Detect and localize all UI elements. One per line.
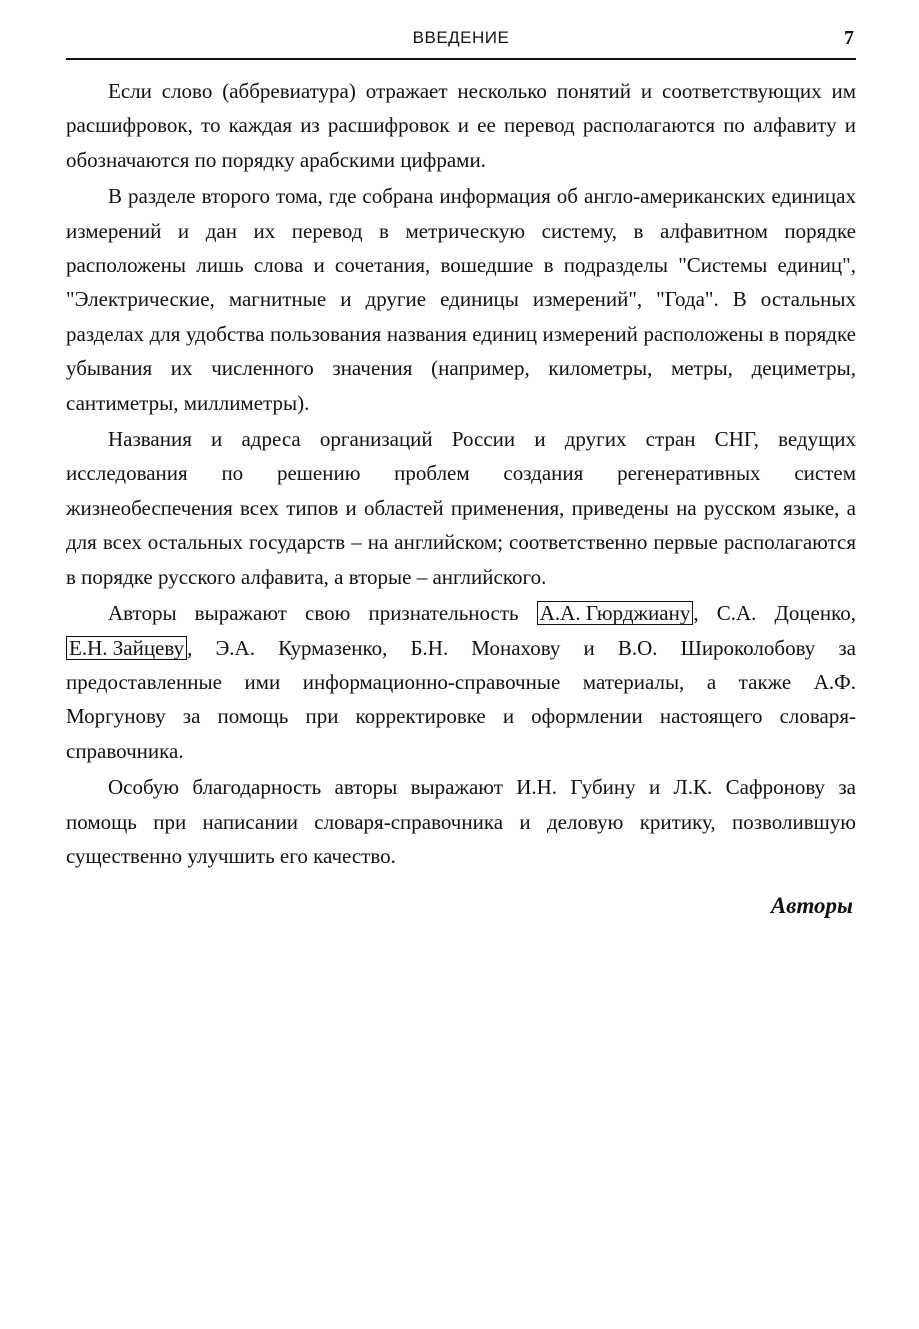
paragraph-4-intro: Авторы выражают свою признательность	[108, 601, 537, 626]
chapter-title: ВВЕДЕНИЕ	[412, 28, 510, 47]
boxed-name-gyurdzhian: А.А. Гюрджиану	[537, 601, 694, 625]
authors-signature: Авторы	[770, 893, 853, 918]
running-header	[66, 24, 856, 60]
paragraph-4	[66, 596, 856, 768]
paragraph-5: Особую благодарность авторы выражают И.Н. Губину и Л.К. Сафронову за помощь при написании словаря-справочника и деловую критику, позволившую существенно улучшить его качество.	[66, 775, 856, 868]
page-number: 7	[844, 27, 854, 49]
body-text	[66, 74, 856, 875]
paragraph-1: Если слово (аббревиатура) отражает несколько понятий и соответствующих им расшифровок, то каждая из расшифровок и ее перевод располагаются по алфавиту и обозначаются по порядку арабскими цифрами.	[66, 79, 856, 172]
paragraph-2: В разделе второго тома, где собрана информация об англо-американских единицах измерений и дан их перевод в метрическую систему, в алфавитном порядке расположены лишь слова и сочетания, вошедшие в подразделы "Системы единиц", "Электрические, магнитные и другие единицы измерений", "Года". В остальных разделах для удобства пользования названия единиц измерений расположены в порядке убывания их численного значения (например, километры, метры, дециметры, сантиметры, миллиметры).	[66, 184, 856, 415]
boxed-name-zaitsev: Е.Н. Зайцеву	[66, 636, 187, 660]
paragraph-4-rest: , Э.А. Курмазенко, Б.Н. Монахову и В.О. Широколобову за предоставленные ими информационно-справочные материалы, а также А.Ф. Моргунову за помощь при корректировке и оформлении настоящего словаря-справочника.	[66, 635, 856, 763]
paragraph-3: Названия и адреса организаций России и других стран СНГ, ведущих исследования по решению проблем создания регенеративных систем жизнеобеспечения всех типов и областей применения, приведены на русском языке, а для всех остальных государств – на английском; соответственно первые располагаются в порядке русского алфавита, а вторые – английского.	[66, 427, 856, 589]
paragraph-4-middle: , С.А. Доценко,	[693, 601, 856, 626]
